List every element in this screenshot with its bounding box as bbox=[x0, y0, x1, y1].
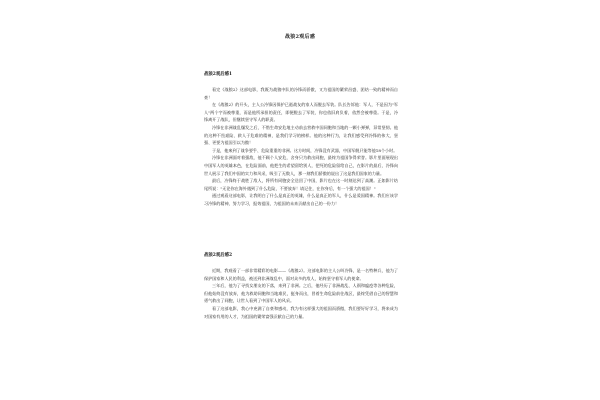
paragraph: 最后，冷锋终于战胜了敌人，将所有同胞安全送回了中国，影片也在这一时刻达到了高潮。正如影片结尾所说："无论你在海外遇到了什么危险，不要放弃！请记住，在你身后，有一个强大的祖国！" bbox=[204, 178, 398, 191]
paragraph: 在《战狼2》的开头，主人公冷锋因保护已逝战友的家人而脱去军装。队长告诉他：军人，不是因为"军人"两个字而被尊重，而是他所承担的责任，即便脱去了军装，你也依旧肩负着，依然会被尊重。于是，冷锋离开了战队，但继续坚守军人的职责。 bbox=[204, 102, 398, 123]
section-2 bbox=[204, 253, 398, 320]
paragraph: 看完《战狼2》这部电影，我既为战狼中队的冷锋而骄傲，又为祖国的繁荣昌盛、团结一致的精神而自豪！ bbox=[204, 87, 398, 100]
paragraph: 通过观看这部电影，让我明白了什么是真正的英雄，什么是真正的军人，什么是爱国精神。我们应该学习冷锋的精神，努力学习，报效祖国，为祖国的未来贡献出自己的一份力！ bbox=[204, 193, 398, 206]
paragraph: 冷锋在非洲战乱爆发之后，不惜生命安危地主动前去营救中国同胞和当地的一颗小弹弹，异常坚韧。他的这种不畏艰险、救人于危难的精神，是我们学习的榜样。他的这种行为，让我们感受到冷锋的伟大、坚强、更要为祖国引以为傲！ bbox=[204, 124, 398, 146]
document-title: 战狼2观后感 bbox=[284, 34, 316, 40]
paragraph: 近期，我观看了一部非常精彩的电影——《战狼2》。这部电影的主人公叫冷锋，是一名特种兵，他为了保护国家和人民的利益，被送到非洲战乱中，面对众多的敌人，始终坚守着军人的使命。 bbox=[204, 268, 398, 281]
section-heading: 战狼2观后感1 bbox=[204, 72, 233, 77]
paragraph: 三年后，他为了寻找女朋友的下落，来到了非洲。之后，他经历了非洲战乱、人祸和瘟疫等各种危险，但他始终没有放弃，他为救助同胞和当地难民，挺身而出，冒着生命危险前往战区，最终凭借自己的智慧和勇气救出了同胞，让世人看到了中国军人的风采。 bbox=[204, 283, 398, 304]
section-heading: 战狼2观后感2 bbox=[204, 253, 233, 258]
paragraph: 于是，他來到了战争要乎、危险重重的非洲。这方时间，冷锋没有武器，中国军舰只能等他18个小时。 bbox=[212, 147, 398, 153]
paragraph: 冷锋在非洲面对着强敌，他不顾个人安危，舍身只为救出同胞，最终为祖国争得荣誉。影片里面展现出中国军人的英雄本色，在危险面前，他把生的希望留给别人，把死的危险留给自己，在影片的最后，冷锋向世人展示了我们中国的实力和风采，吸引了无数人，那一刻我们骄傲的说出了这是我们国家的力量。 bbox=[204, 155, 398, 176]
paragraph: 看了这部电影，我心中充满了自豪和感动，我为有这样强大的祖国而骄傲，我们要好好学习，将来成为对国家有用的人才，为祖国的繁荣富强贡献自己的力量。 bbox=[204, 305, 398, 319]
section-1 bbox=[204, 72, 398, 208]
